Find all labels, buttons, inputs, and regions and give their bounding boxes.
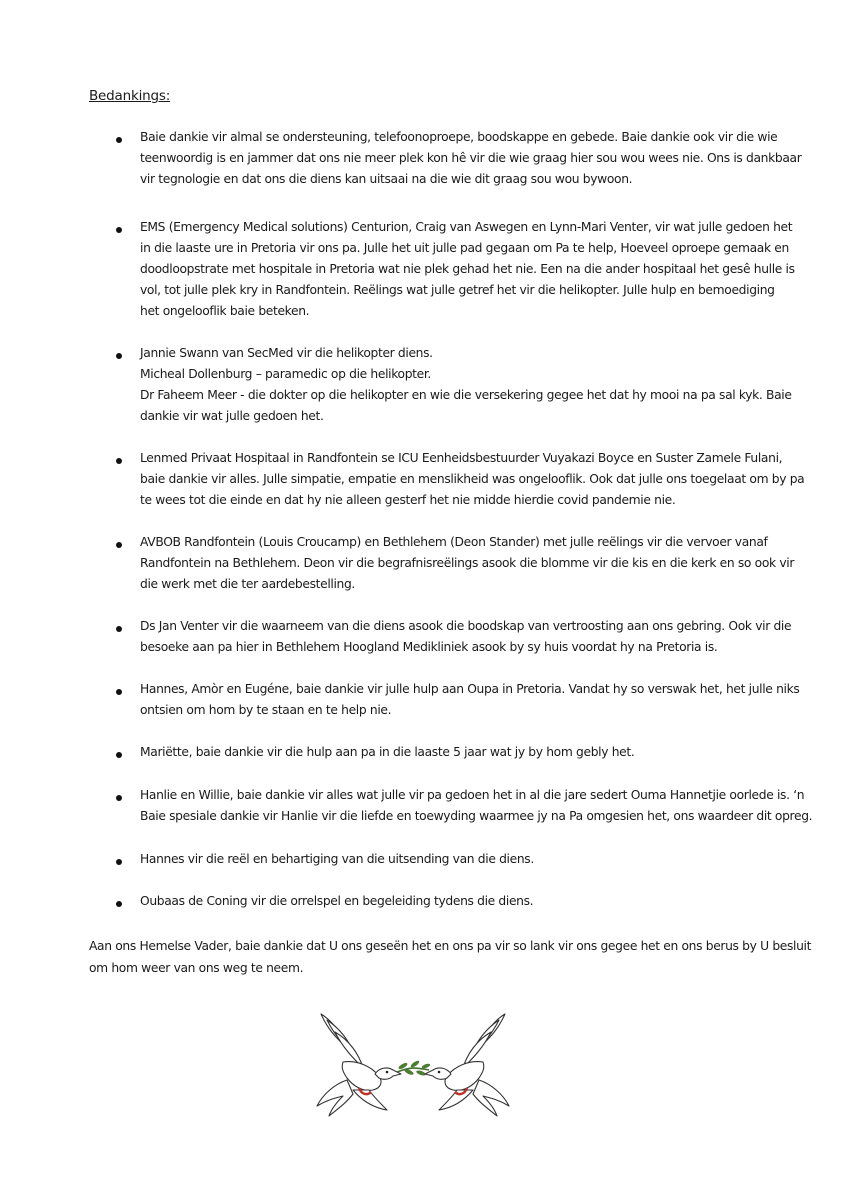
list-item-text: Oubaas de Coning vir die orrelspel en begeleiding tydens die diens. (140, 894, 534, 908)
right-dove-eye-icon (438, 1071, 441, 1074)
left-dove-eye-icon (386, 1071, 389, 1074)
list-item-text: EMS (Emergency Medical solutions) Centurion, Craig van Aswegen en Lynn-Mari Venter, vir wat julle gedoen het in die laaste ure in Pretoria vir ons pa. Julle het uit julle pad gegaan om Pa te help, Hoeveel oproepe gemaak en doodloopstrate met hospitale in Pretoria wat nie plek gehad het nie. Een na die ander hospitaal het gesê hulle is vol, tot julle plek kry in Randfontein. Reëlings wat julle getref het vir die helikopter. Julle hulp en bemoediging het ongelooflik baie beteken. (140, 220, 795, 318)
bullet-icon (116, 795, 122, 801)
bullet-icon (116, 901, 122, 907)
list-item-text: Hanlie en Willie, baie dankie vir alles wat julle vir pa gedoen het in al die jare sedert Ouma Hannetjie oorlede is. ‘n Baie spesiale dankie vir Hanlie vir die liefde en toewyding waarmee jy na Pa omgesien het, ons waardeer dit opreg. (140, 788, 813, 823)
bullet-icon (116, 137, 122, 143)
list-item-text: AVBOB Randfontein (Louis Croucamp) en Bethlehem (Deon Stander) met julle reëlings vir die vervoer vanaf Randfontein na Bethlehem. Deon vir die begrafnisreëlings asook die blomme vir die kis en die kerk en so ook vir die werk met die ter aardebestelling. (140, 535, 795, 591)
left-dove-icon (317, 1014, 401, 1116)
bullet-icon (116, 458, 122, 464)
bullet-icon (116, 353, 122, 359)
page-heading: Bedankings: (89, 88, 171, 104)
bullet-icon (116, 626, 122, 632)
bullet-icon (116, 227, 122, 233)
bullet-icon (116, 542, 122, 548)
list-item-text: Hannes, Amòr en Eugéne, baie dankie vir julle hulp aan Oupa in Pretoria. Vandat hy so verswak het, het julle niks ontsien om hom by te staan en te help nie. (140, 682, 800, 717)
bullet-icon (116, 859, 122, 865)
doves-with-olive-branch-image (313, 1010, 513, 1120)
list-item-text: Lenmed Privaat Hospitaal in Randfontein se ICU Eenheidsbestuurder Vuyakazi Boyce en Suster Zamele Fulani, baie dankie vir alles. Julle simpatie, empatie en menslikheid was ongelooflik. Ook dat julle ons toegelaat om by pa te wees tot die einde en dat hy nie alleen gesterf het nie midde hierdie covid pandemie nie. (140, 451, 805, 507)
right-dove-icon (425, 1014, 509, 1116)
bullet-icon (116, 752, 122, 758)
bullet-icon (116, 689, 122, 695)
list-item-text: Hannes vir die reël en behartiging van die uitsending van die diens. (140, 852, 534, 866)
list-item-text: Ds Jan Venter vir die waarneem van die diens asook die boodskap van vertroosting aan ons gebring. Ook vir die besoeke aan pa hier in Bethlehem Hoogland Medikliniek asook by sy huis voordat hy na Pretoria is. (140, 619, 792, 654)
list-item-text: Jannie Swann van SecMed vir die helikopter diens. Micheal Dollenburg – paramedic op die helikopter. Dr Faheem Meer - die dokter op die helikopter en wie die versekering gegee het dat hy mooi na pa sal kyk. Baie dankie vir wat julle gedoen het. (140, 346, 792, 423)
closing-paragraph: Aan ons Hemelse Vader, baie dankie dat U ons geseën het en ons pa vir so lank vir ons gegee het en ons berus by U besluit om hom weer van ons weg te neem. (89, 939, 812, 975)
list-item-text: Baie dankie vir almal se ondersteuning, telefoonoproepe, boodskappe en gebede. Baie dankie ook vir die wie teenwoordig is en jammer dat ons nie meer plek kon hê vir die wie graag hier sou wou wees nie. Ons is dankbaar vir tegnologie en dat ons die diens kan uitsaai na die wie dit graag sou wou bywoon. (140, 130, 802, 186)
list-item-text: Mariëtte, baie dankie vir die hulp aan pa in die laaste 5 jaar wat jy by hom gebly het. (140, 745, 635, 759)
